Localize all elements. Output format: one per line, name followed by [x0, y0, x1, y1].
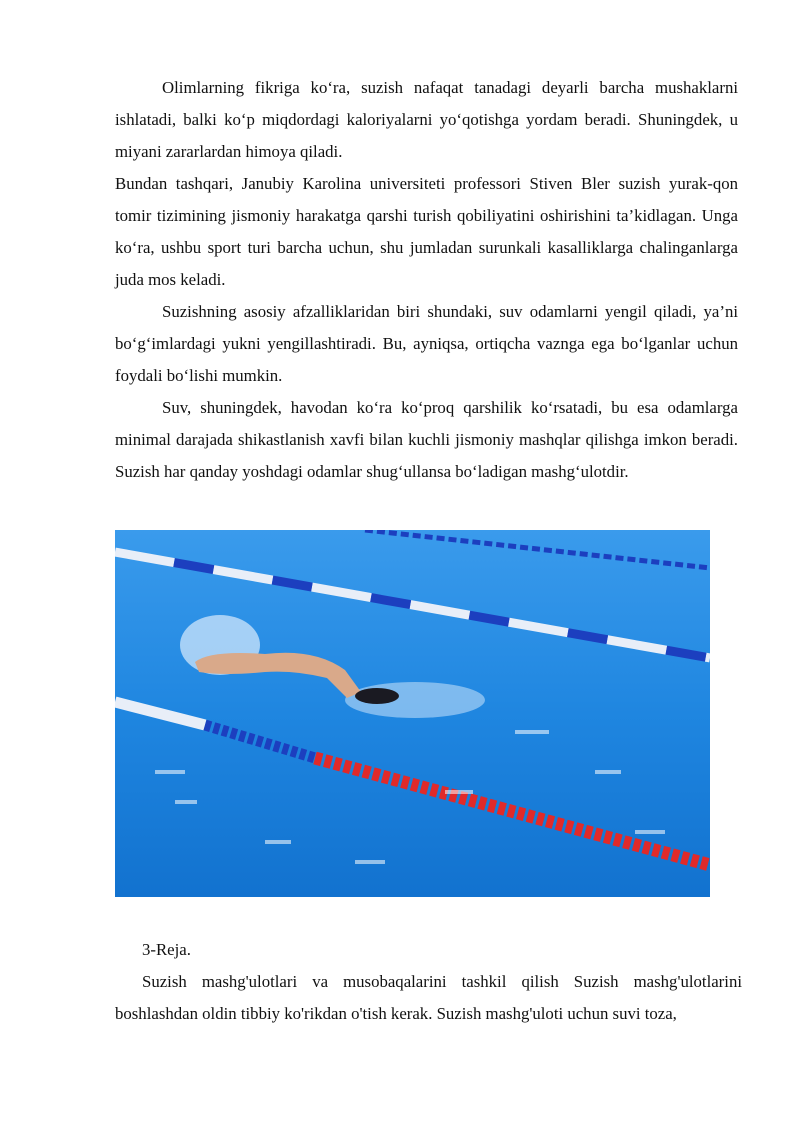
swimmer-photo: [115, 530, 710, 897]
paragraph-2: Bundan tashqari, Janubiy Karolina universiteti professori Stiven Bler suzish yurak-qon tomir tizimining jismoniy harakatga qarshi turish qobiliyatini oshirishini ta’kidlagan. Unga ko‘ra, ushbu sport turi barcha uchun, shu jumladan surunkali kasalliklarga chalinganlarga juda mos keladi.: [115, 174, 738, 289]
paragraph-4: Suv, shuningdek, havodan ko‘ra ko‘proq qarshilik ko‘rsatadi, bu esa odamlarga minimal darajada shikastlanish xavfi bilan kuchli jismoniy mashqlar qilishga imkon beradi. Suzish har qanday yoshdagi odamlar shug‘ullansa bo‘ladigan mashg‘ulotdir.: [115, 398, 738, 481]
paragraph-3: Suzishning asosiy afzalliklaridan biri shundaki, suv odamlarni yengil qiladi, ya’ni bo‘g‘imlardagi yukni yengillashtiradi. Bu, ayniqsa, ortiqcha vaznga ega bo‘lganlar uchun foydali bo‘lishi mumkin.: [115, 302, 738, 385]
section-heading: 3-Reja.: [142, 940, 191, 959]
section-3: [115, 934, 742, 1030]
document-body: [115, 72, 738, 488]
section-text: Suzish mashg'ulotlari va musobaqalarini tashkil qilish Suzish mashg'ulotlarini boshlashdan oldin tibbiy ko'rikdan o'tish kerak. Suzish mashg'uloti uchun suvi toza,: [115, 972, 742, 1023]
paragraph-1: Olimlarning fikriga ko‘ra, suzish nafaqat tanadagi deyarli barcha mushaklarni ishlatadi, balki ko‘p miqdordagi kaloriyalarni yo‘qotishga yordam beradi. Shuningdek, u miyani zararlardan himoya qiladi.: [115, 78, 738, 161]
